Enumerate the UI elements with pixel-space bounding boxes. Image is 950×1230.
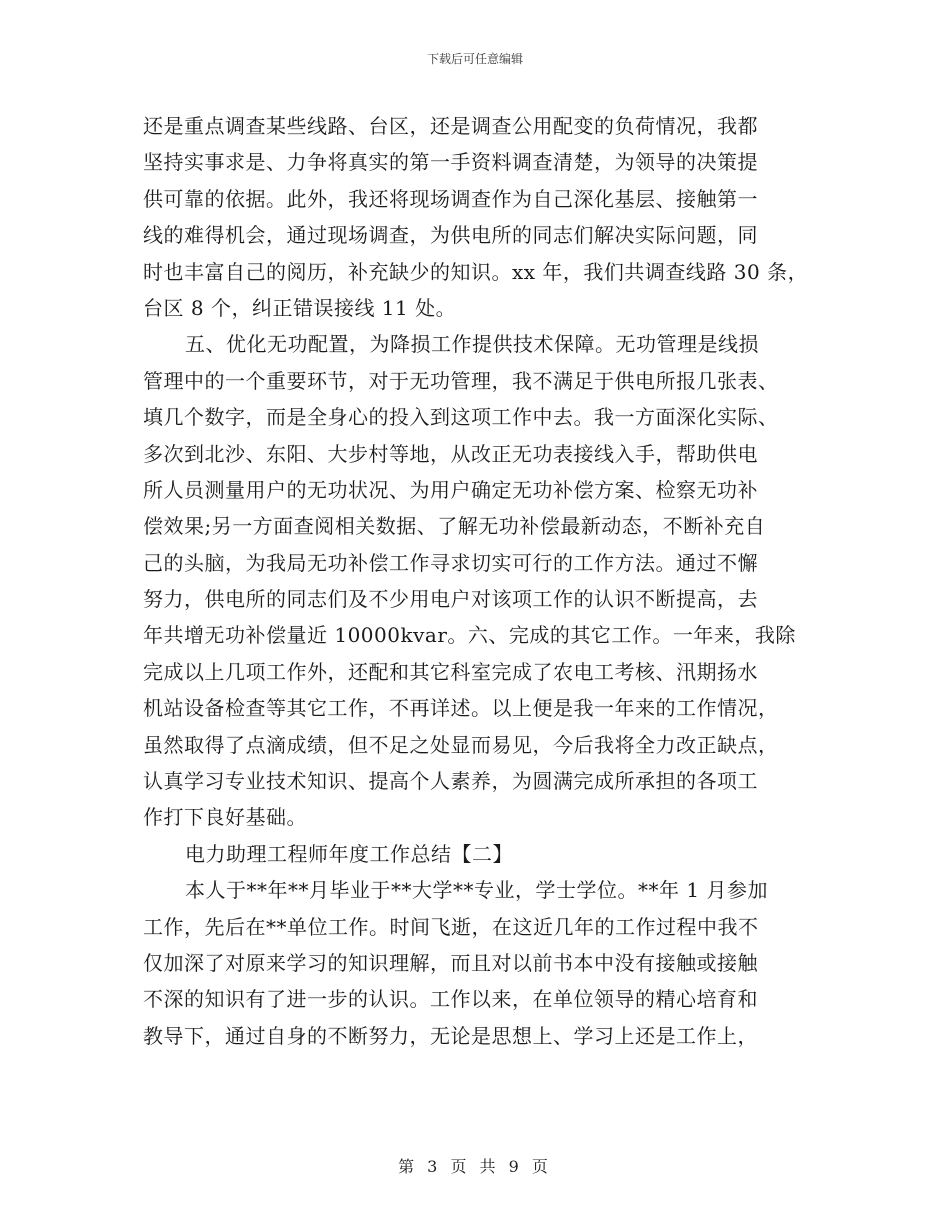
text-line: 年共增无功补偿量近 10000kvar。六、完成的其它工作。一年来，我除 xyxy=(143,623,796,648)
text-line: 完成以上几项工作外，还配和其它科室完成了农电工考核、汛期扬水 xyxy=(143,659,758,684)
text-line: 偿效果;另一方面查阅相关数据、了解无功补偿最新动态，不断补充自 xyxy=(143,514,766,539)
text-line: 虽然取得了点滴成绩，但不足之处显而易见，今后我将全力改正缺点， xyxy=(143,732,779,757)
page-footer: 第 3 页 共 9 页 xyxy=(398,1157,552,1176)
text-line: 填几个数字，而是全身心的投入到这项工作中去。我一方面深化实际、 xyxy=(143,405,779,430)
text-line: 教导下，通过自身的不断努力，无论是思想上、学习上还是工作上， xyxy=(143,1023,758,1048)
text-line: 本人于**年**月毕业于**大学**专业，学士学位。**年 1 月参加 xyxy=(185,878,768,903)
text-line: 坚持实事求是、力争将真实的第一手资料调查清楚，为领导的决策提 xyxy=(143,150,758,175)
text-line: 时也丰富自己的阅历，补充缺少的知识。xx 年，我们共调查线路 30 条， xyxy=(143,259,809,284)
document-body xyxy=(143,108,823,1054)
text-line: 工作，先后在**单位工作。时间飞逝，在这近几年的工作过程中我不 xyxy=(143,914,759,939)
page-header: 下载后可任意编辑 xyxy=(426,52,523,66)
text-line: 供可靠的依据。此外，我还将现场调查作为自己深化基层、接触第一 xyxy=(143,186,758,211)
text-line: 认真学习专业技术知识、提高个人素养，为圆满完成所承担的各项工 xyxy=(143,769,758,794)
text-line: 机站设备检查等其它工作，不再详述。以上便是我一年来的工作情况， xyxy=(143,696,779,721)
text-line: 五、优化无功配置，为降损工作提供技术保障。无功管理是线损 xyxy=(185,332,759,357)
text-line: 努力，供电所的同志们及不少用电户对该项工作的认识不断提高，去 xyxy=(143,587,758,612)
text-line: 台区 8 个，纠正错误接线 11 处。 xyxy=(143,295,457,320)
text-line: 己的头脑，为我局无功补偿工作寻求切实可行的工作方法。通过不懈 xyxy=(143,550,758,575)
text-line: 仅加深了对原来学习的知识理解，而且对以前书本中没有接触或接触 xyxy=(143,950,758,975)
section-heading: 电力助理工程师年度工作总结【二】 xyxy=(185,841,513,866)
text-line: 不深的知识有了进一步的认识。工作以来，在单位领导的精心培育和 xyxy=(143,987,758,1012)
text-line: 线的难得机会，通过现场调查，为供电所的同志们解决实际问题，同 xyxy=(143,223,758,248)
text-line: 所人员测量用户的无功状况、为用户确定无功补偿方案、检察无功补 xyxy=(143,477,758,502)
text-line: 管理中的一个重要环节，对于无功管理，我不满足于供电所报几张表、 xyxy=(143,368,779,393)
text-line: 还是重点调查某些线路、台区，还是调查公用配变的负荷情况，我都 xyxy=(143,114,758,138)
text-line: 作打下良好基础。 xyxy=(143,805,307,830)
text-line: 多次到北沙、东阳、大步村等地，从改正无功表接线入手，帮助供电 xyxy=(143,441,758,466)
